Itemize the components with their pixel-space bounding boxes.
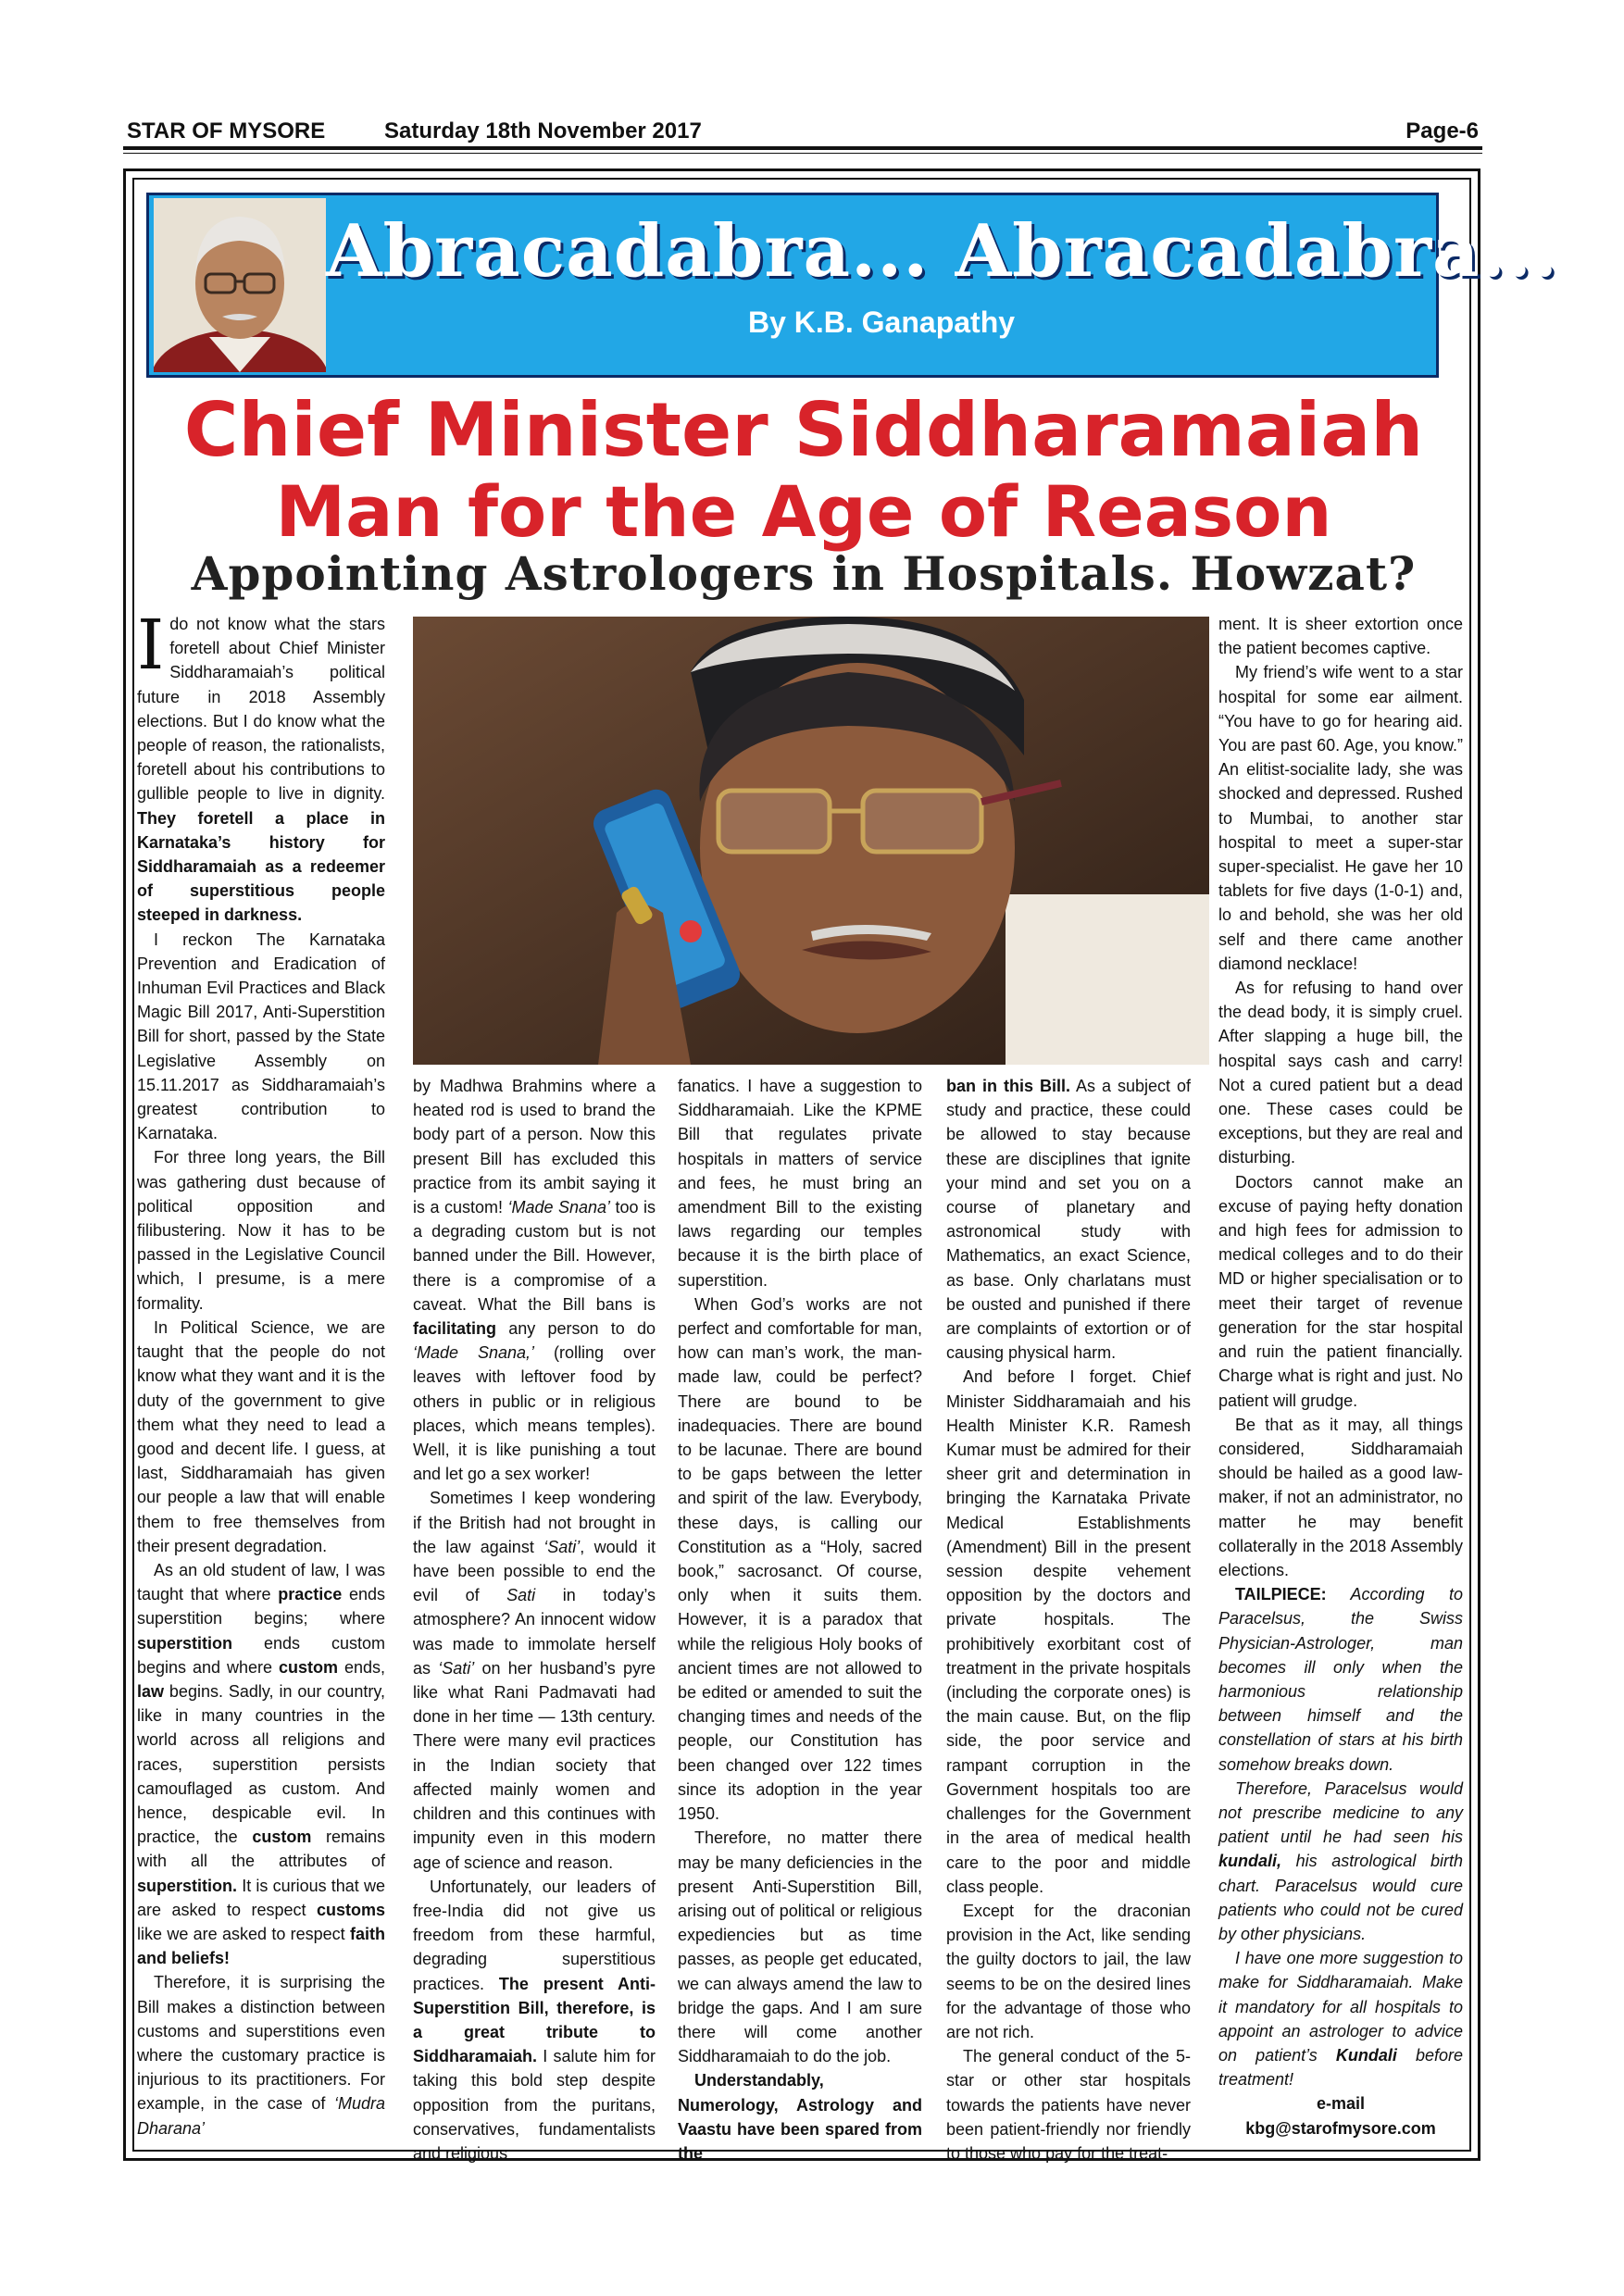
tailpiece-label: TAILPIECE: [1235, 1585, 1327, 1604]
column-title: Abracadabra... Abracadabra... [326, 209, 1559, 293]
paragraph [413, 1486, 656, 1874]
text-run: begins. Sadly, in our country, like in many countries in the world across all religions and races, superstition persists camouflaged as custom. And hence, despicable evil. In practice, the [137, 1681, 385, 1847]
paragraph: The general conduct of the 5-star or other star hospitals towards the patients have never been patient-friendly nor friendly to those who pay for the treat- [946, 2047, 1191, 2163]
bold-text: faith and beliefs! [137, 1924, 385, 1968]
italic-text: ‘Sati’ [438, 1658, 475, 1678]
paragraph [1218, 1946, 1463, 2091]
italic-text: his astrological birth chart. Paracelsus would cure patients who could not be cured by other physicians. [1218, 1852, 1463, 1943]
paragraph: As for refusing to hand over the dead body, it is simply cruel. After slapping a huge bill, the hospital says cash and carry! Not a cured patient but a dead one. These cases could be exceptions, but they are real and disturbing. [1218, 979, 1463, 1167]
author-portrait [154, 198, 326, 372]
italic-text: before treatment! [1218, 2045, 1463, 2090]
drop-cap: I [137, 605, 165, 685]
text-run: remains with all the attributes of [137, 1828, 385, 1871]
bold-italic-text: kundali, [1218, 1852, 1282, 1871]
paragraph [1218, 1582, 1463, 1777]
page-number: Page-6 [1405, 119, 1479, 144]
masthead [123, 117, 1482, 144]
text-run: Therefore, it is surprising the Bill makes a distinction between customs and superstitions even where the customary practice is injurious to its practitioners. For example, in the case of [137, 1973, 385, 2114]
text-run: Sometimes I keep wondering if the British had not brought in the law against [413, 1489, 656, 1556]
text-run: (rolling over leaves with leftover food by others in public or in religious places, which means temples). Well, it is like punishing a tout and let go a sex worker! [413, 1343, 656, 1484]
bold-text: They foretell a place in Karnataka’s history for Siddharamaiah as a redeemer of superstitious people steeped in darkness. [137, 808, 385, 925]
italic-text: According to Paracelsus, the Swiss Physician-Astrologer, man becomes ill only when the harmonious relationship between himself and the constellation of stars at his birth somehow breaks down. [1218, 1585, 1463, 1774]
newspaper-name: STAR OF MYSORE [127, 119, 326, 144]
text-run: too is a degrading custom but is not banned under the Bill. However, there is a compromise of a caveat. What the Bill bans is [413, 1198, 656, 1314]
text-run: on her husband’s pyre like what Rani Padmavati had done in her time — 13th century. There were many evil practices in the Indian society that affected mainly women and children and this continues with impunity even in this modern age of science and reason. [413, 1658, 656, 1872]
text-run: by Madhwa Brahmins where a heated rod is used to brand the body part of a person. Now this present Bill has excluded this practice from its ambit saying it is a custom! [413, 1077, 656, 1217]
text-run: ends superstition begins; where [137, 1585, 385, 1628]
bold-text: Understandably, Numerology, Astrology and Vaastu have been spared from the [678, 2071, 922, 2163]
bold-text: superstition. [137, 1876, 238, 1895]
article-column-4 [946, 1074, 1191, 2165]
paragraph: And before I forget. Chief Minister Siddharamaiah and his Health Minister K.R. Ramesh Kumar must be admired for their sheer grit and determination in bringing the Karnataka Private Medical Establishments (Amendment) Bill in the present session despite vehement opposition by the doctors and private hospitals. The prohibitively exorbitant cost of treatment in the private hospitals (including the corporate ones) is the main cause. But, on the flip side, the poor service and rampant corruption in the Government hospitals too are challenges for the Government in the area of medical health care to the poor and middle class people. [946, 1367, 1191, 1896]
text-run: I salute him for taking this bold step despite opposition from the puritans, conservatives, fundamentalists and religious [413, 2047, 656, 2163]
author-portrait-icon [154, 198, 326, 372]
paragraph: When God’s works are not perfect and comfortable for man, how can man’s work, the man-made law, could be perfect? There are bound to be inadequacies. There are bound to be lacunae. There are bound to be gaps between the letter and spirit of the law. Everybody, these days, is calling our Constitution as a “Holy, sacred book,” sacrosanct. Of course, only when it suits them. However, it is a paradox that while the religious Holy books of ancient times are not allowed to be edited or amended to suit the changing times and needs of the people, our Constitution has been changed over 122 times since its adoption in the year 1950. [678, 1294, 922, 1824]
text-run: in today’s atmosphere? An innocent widow was made to immolate herself as [413, 1586, 656, 1678]
text-run: As a subject of study and practice, these could be allowed to stay because these are disciplines that ignite your mind and set you on a course of planetary and astronomical study with Mathematics, an exact Science, as base. Only charlatans must be ousted and punished if there are complaints of extortion or of causing physical harm. [946, 1077, 1191, 1363]
paragraph [413, 1074, 656, 1486]
text-run: , would it have been possible to end the evil of [413, 1537, 656, 1605]
italic-text: Therefore, Paracelsus would not prescribe medicine to any patient until he had seen his [1218, 1778, 1463, 1847]
headline-sub: Man for the Age of Reason [275, 470, 1332, 553]
paragraph: ment. It is sheer extortion once the patient becomes captive. [1218, 615, 1463, 658]
text-run: like we are asked to respect [137, 1924, 350, 1943]
text-run: Unfortunately, our leaders of free-India did not give us freedom from these harmful, degrading superstitious practices. [413, 1877, 656, 1993]
paragraph [137, 1558, 385, 1970]
italic-text: ‘Mudra Dharana’ [137, 2094, 385, 2138]
text-run: ends custom begins and where [137, 1633, 385, 1677]
paragraph [137, 1970, 385, 2140]
masthead-rule-thick [123, 146, 1482, 150]
paragraph: I reckon The Karnataka Prevention and Eradication of Inhuman Evil Practices and Black Magic Bill 2017, Anti-Superstition Bill for short, passed by the State Legislative Assembly on 15.11.2017 as Siddharamaiah’s greatest contribution to Karnataka. [137, 930, 385, 1143]
italic-text: ‘Sati’ [543, 1537, 581, 1556]
chief-minister-photo-icon [413, 617, 1209, 1065]
article-photo [413, 617, 1209, 1065]
column-byline: By K.B. Ganapathy [747, 306, 1016, 339]
italic-text: Sati [506, 1586, 536, 1605]
paragraph [137, 605, 385, 928]
headline-deck: Appointing Astrologers in Hospitals. Howzat? [191, 546, 1417, 601]
paragraph [1218, 1777, 1463, 1946]
article-column-1 [137, 605, 385, 2140]
italic-text: I have one more suggestion to make for Siddharamaiah. Make it mandatory for all hospitals to appoint an astrologer to advice on patient’s [1218, 1949, 1463, 2065]
masthead-rule-thin [123, 153, 1482, 154]
bold-text: custom [252, 1828, 312, 1847]
paragraph: Doctors cannot make an excuse of paying hefty donation and high fees for admission to medical colleges and to do their MD or higher specialisation or to meet their target of revenue generation for the star hospital and ruin the patient financially. Charge what is right and just. No patient will grudge. [1218, 1172, 1463, 1410]
bold-text: facilitating [413, 1319, 497, 1339]
text-run: It is curious that we are asked to respect [137, 1876, 385, 1919]
italic-text: ‘Made Snana,’ [413, 1343, 535, 1363]
bold-italic-text: Kundali [1335, 2045, 1397, 2065]
bold-text: law [137, 1681, 165, 1701]
paragraph: For three long years, the Bill was gathering dust because of political opposition and filibustering. Now it has to be passed in the Legislative Council which, I presume, is a mere formality. [137, 1148, 385, 1313]
paragraph: Therefore, no matter there may be many deficiencies in the present Anti-Superstition Bill, arising out of political or religious expediencies but as time passes, as people get educated, we can always amend the law to bridge the gaps. And I am sure there will come another Siddharamaiah to do the job. [678, 1828, 922, 2066]
headline-main: Chief Minister Siddharamaiah [183, 387, 1424, 473]
bold-text: The present Anti-Superstition Bill, therefore, is a great tribute to Siddharamaiah. [413, 1974, 656, 2066]
author-email[interactable]: kbg@starofmysore.com [1245, 2118, 1436, 2138]
paragraph: Be that as it may, all things considered, Siddharamaiah should be hailed as a good law-maker, if not an administrator, no matter he may benefit collaterally in the 2018 Assembly elections. [1218, 1415, 1463, 1579]
email-label: e-mail [1316, 2094, 1366, 2114]
paragraph: My friend’s wife went to a star hospital for some ear ailment. “You have to go for hearing aid. You are past 60. Age, you know.” An elitist-socialite lady, she was shocked and depressed. Rushed to Mumbai, to another star hospital to meet a super-star super-specialist. He gave her 10 tablets for five days (1-0-1) and, lo and behold, she was her old self and there came another diamond necklace! [1218, 663, 1463, 973]
paragraph: Except for the draconian provision in the Act, like sending the guilty doctors to jail, the law seems to be on the desired lines for the advantage of those who are not rich. [946, 1901, 1191, 2041]
paragraph [413, 1875, 656, 2165]
article-column-5 [1218, 612, 1463, 2140]
bold-text: custom [278, 1657, 338, 1677]
text-run: ends, [338, 1657, 385, 1677]
text-run: do not know what the stars foretell about Chief Minister Siddharamaiah’s political future in 2018 Assembly elections. But I do know what the people of reason, the rationalists, foretell about his contributions to gullible people to live in dignity. [137, 615, 385, 804]
bold-text: practice [278, 1585, 343, 1604]
text-run: any person to do [496, 1319, 656, 1339]
issue-date: Saturday 18th November 2017 [384, 119, 702, 144]
text-run: As an old student of law, I was taught that where [137, 1560, 385, 1604]
bold-text: superstition [137, 1633, 233, 1653]
paragraph [946, 1074, 1191, 1365]
paragraph: fanatics. I have a suggestion to Siddharamaiah. Like the KPME Bill that regulates private hospitals in matters of service and fees, he must bring an amendment Bill to the existing laws regarding our temples because it is the birth place of superstition. [678, 1077, 922, 1290]
article-column-2 [413, 1074, 656, 2165]
bold-text: ban in this Bill. [946, 1077, 1070, 1095]
italic-text: ‘Made Snana’ [507, 1198, 611, 1217]
paragraph [678, 2068, 922, 2165]
bold-text: customs [316, 1900, 385, 1919]
article-column-3 [678, 1074, 922, 2165]
paragraph: In Political Science, we are taught that the people do not know what they want and it is the duty of the government to give them what they need to lead a good and decent life. I guess, at last, Siddharamaiah has given our people a law that will enable them to free themselves from their present degradation. [137, 1317, 385, 1555]
